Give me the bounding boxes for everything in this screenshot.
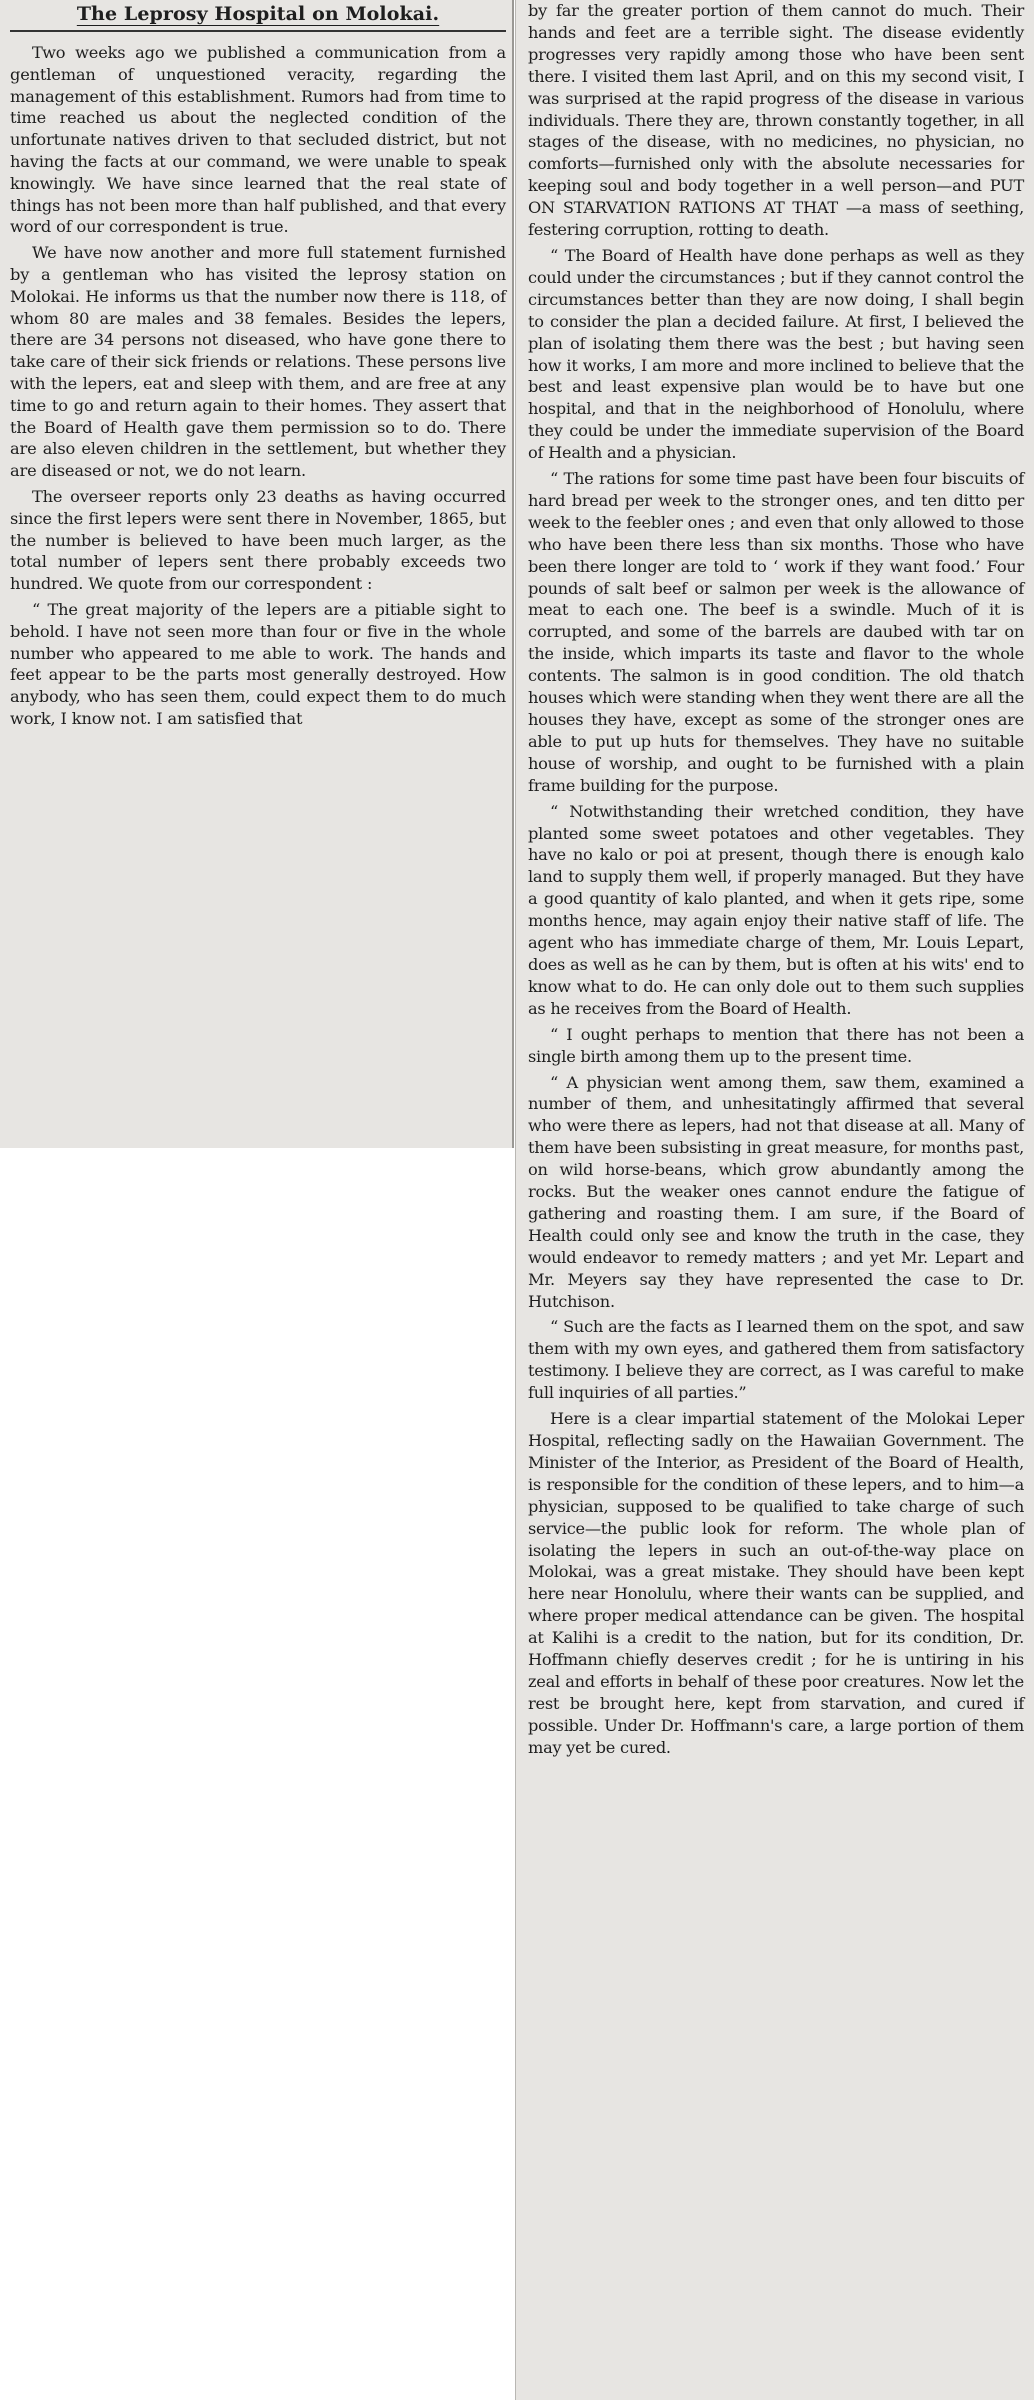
article-paragraph: We have now another and more full statement furnished by a gentleman who has visited the leprosy station on Molokai. He informs us that the number now there is 118, of whom 80 are males and 38 females. Besides the lepers, there are 34 persons not diseased, who have gone there to take care of their sick friends or relations. These persons live with the lepers, eat and sleep with them, and are free at any time to go and return again to their homes. They assert that the Board of Health gave them permission so to do. There are also eleven children in the settlement, but whether they are diseased or not, we do not learn. — [10, 243, 506, 481]
quoted-paragraph-continued: by far the greater portion of them cannot do much. Their hands and feet are a terrible sight. The disease evidently progresses very rapidly among those who have been sent there. I visited them last April, and on this my second visit, I was surprised at the rapid progress of the disease in various individuals. There they are, thrown constantly together, in all stages of the disease, with no medicines, no physician, no comforts—furnished only with the absolute necessaries for keeping soul and body together in a well person—and PUT ON STARVATION RATIONS AT THAT —a mass of seething, festering corruption, rotting to death. — [528, 1, 1024, 240]
article-column-left — [2, 0, 512, 1148]
column-gutter — [512, 1148, 515, 2400]
article-paragraph: The overseer reports only 23 deaths as having occurred since the first lepers were sent there in November, 1865, but the number is believed to have been much larger, as the total number of lepers sent there probably exceeds two hundred. We quote from our correspondent : — [10, 486, 506, 594]
quoted-paragraph: “ Such are the facts as I learned them on the spot, and saw them with my own eyes, and gathered them from satisfactory testimony. I believe they are correct, as I was careful to make full inquiries of all parties.” — [528, 1317, 1024, 1403]
quoted-paragraph: “ The great majority of the lepers are a pitiable sight to behold. I have not seen more than four or five in the whole number who appeared to me able to work. The hands and feet appear to be the parts most generally destroyed. How anybody, who has seen them, could expect them to do much work, I know not. I am satisfied that — [10, 599, 506, 728]
article-paragraph: Two weeks ago we published a communication from a gentleman of unquestioned veracity, regarding the management of this establishment. Rumors had from time to time reached us about the neglected condition of the unfortunate natives driven to that secluded district, but not having the facts at our command, we were unable to speak knowingly. We have since learned that the real state of things has not been more than half published, and that every word of our correspondent is true. — [10, 43, 506, 237]
article-column-right — [518, 0, 1034, 2400]
quoted-paragraph: “ Notwithstanding their wretched condition, they have planted some sweet potatoes and other vegetables. They have no kalo or poi at present, though there is enough kalo land to supply them well, if properly managed. But they have a good quantity of kalo planted, and when it gets ripe, some months hence, may again enjoy their native staff of life. The agent who has immediate charge of them, Mr. Louis Lepart, does as well as he can by them, but is often at his wits' end to know what to do. He can only dole out to them such supplies as he receives from the Board of Health. — [528, 801, 1024, 1018]
article-headline: The Leprosy Hospital on Molokai. — [10, 2, 506, 32]
quoted-paragraph: “ I ought perhaps to mention that there has not been a single birth among them up to the present time. — [528, 1024, 1024, 1066]
quoted-paragraph: “ The rations for some time past have been four biscuits of hard bread per week to the stronger ones, and ten ditto per week to the feebler ones ; and even that only allowed to those who have been there less than six months. Those who have been there longer are told to ‘ work if they want food.’ Four pounds of salt beef or salmon per week is the allowance of meat to each one. The beef is a swindle. Much of it is corrupted, and some of the barrels are daubed with tar on the inside, which imparts its taste and flavor to the whole contents. The salmon is in good condition. The old thatch houses which were standing when they went there are all the houses they have, except as some of the stronger ones are able to put up huts for themselves. They have no suitable house of worship, and ought to be furnished with a plain frame building for the purpose. — [528, 469, 1024, 795]
editorial-paragraph: Here is a clear impartial statement of the Molokai Leper Hospital, reflecting sadly on the Hawaiian Government. The Minister of the Interior, as President of the Board of Health, is responsible for the condition of these lepers, and to him—a physician, supposed to be qualified to take charge of such service—the public look for reform. The whole plan of isolating the lepers in such an out-of-the-way place on Molokai, was a great mistake. They should have been kept here near Honolulu, where their wants can be supplied, and where proper medical attendance can be given. The hospital at Kalihi is a credit to the nation, but for its condition, Dr. Hoffmann chiefly deserves credit ; for he is untiring in his zeal and efforts in behalf of these poor creatures. Now let the rest be brought here, kept from starvation, and cured if possible. Under Dr. Hoffmann's care, a large portion of them may yet be cured. — [528, 1409, 1024, 1757]
quoted-paragraph: “ The Board of Health have done perhaps as well as they could under the circumstances ; but if they cannot control the circumstances better than they are now doing, I shall begin to consider the plan a decided failure. At first, I believed the plan of isolating them there was the best ; but having seen how it works, I am more and more inclined to believe that the best and least expensive plan would be to have but one hospital, and that in the neighborhood of Honolulu, where they could be under the immediate supervision of the Board of Health and a physician. — [528, 245, 1024, 463]
quoted-paragraph: “ A physician went among them, saw them, examined a number of them, and unhesitatingly affirmed that several who were there as lepers, had not that disease at all. Many of them have been subsisting in great measure, for months past, on wild horse-beans, which grow abundantly among the rocks. But the weaker ones cannot endure the fatigue of gathering and roasting them. I am sure, if the Board of Health could only see and know the truth in the case, they would endeavor to remedy matters ; and yet Mr. Lepart and Mr. Meyers say they have represented the case to Dr. Hutchison. — [528, 1072, 1024, 1311]
